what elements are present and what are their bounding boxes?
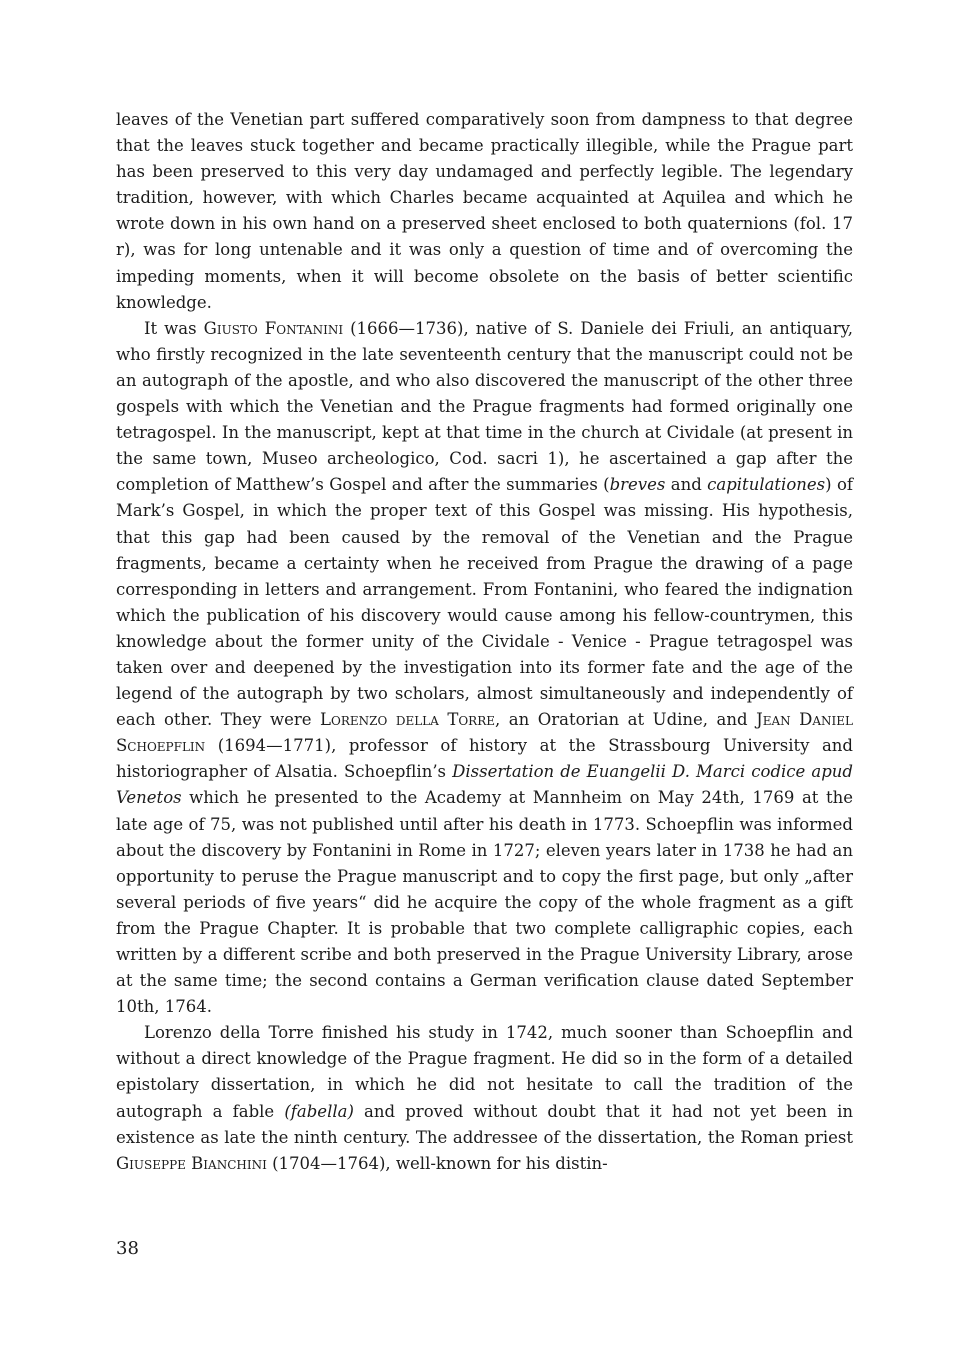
paragraph-1 [116, 107, 853, 316]
work-title-dissertation: Dissertation de Euangelii D. Marci codice apud Venetos [116, 762, 853, 808]
latin-term-fabella: (fabella) [284, 1101, 354, 1121]
text-run: , an Oratorian at Udine, and [495, 710, 757, 730]
text-run: ) of Mark’s Gospel, in which the proper text of this Gospel was missing. His hypothesis, that this gap had been caused by the removal of the Venetian and the Prague fragments, became a certainty when he received from Prague the drawing of a page corresponding in letters and arrangement. From Fontanini, who feared the indignation which the publication of his discovery would cause among his fellow-countrymen, this knowledge about the former unity of the Cividale - Venice - Prague tetragospel was taken over and deepened by the investigation into its former fate and the age of the legend of the autograph by two scholars, almost simultaneously and independently of each other. They were [116, 475, 853, 730]
paragraph-3 [116, 1020, 853, 1177]
text-run: which he presented to the Academy at Mannheim on May 24th, 1769 at the late age of 75, was not published until after his death in 1773. Schoepflin was informed about the discovery by Fontanini in Rome in 1727; eleven years later in 1738 he had an opportunity to peruse the Prague manuscript and to copy the first page, but only „after several periods of five years“ did he acquire the copy of the whole fragment as a gift from the Prague Chapter. It is probable that two complete calligraphic copies, each written by a different scribe and both preserved in the Prague University Library, arose at the same time; the second contains a German verification clause dated September 10th, 1764. [116, 788, 853, 1017]
person-name-fontanini: Giusto Fontanini [203, 318, 344, 338]
text-run: and [665, 475, 708, 495]
text-run: (1666—1736), native of S. Daniele dei Friuli, an antiquary, who firstly recognized in the late seventeenth century that the manuscript could not be an autograph of the apostle, and who also discovered the manuscript of the other three gospels with which the Venetian and the Prague fragments had formed originally one tetragospel. In the manuscript, kept at that time in the church at Cividale (at present in the same town, Museo archeologico, Cod. sacri 1), he ascertained a gap after the completion of Matthew’s Gospel and after the summaries ( [116, 318, 853, 495]
text-run: (1694—1771), professor of history at the Strassbourg University and historiographer of Alsatia. Schoepflin’s [116, 736, 853, 782]
person-name-della-torre: Lorenzo della Torre [320, 710, 495, 730]
page-number: 38 [116, 1238, 139, 1259]
paragraph-1-text: leaves of the Venetian part suffered comparatively soon from dampness to that degree that the leaves stuck together and became practically illegible, while the Prague part has been preserved to this very day undamaged and perfectly legible. The legendary tradition, however, with which Charles became acquainted at Aquilea and which he wrote down in his own hand on a preserved sheet enclosed to both quaternions (fol. 17 r), was for long untenable and it was only a question of time and of overcoming the impeding moments, when it will become obsolete on the basis of better scientific knowledge. [116, 110, 853, 312]
text-run: and proved without doubt that it had not yet been in existence as late the ninth century. The addressee of the dissertation, the Roman priest [116, 1101, 854, 1147]
person-name-bianchini: Giuseppe Bianchini [116, 1153, 267, 1173]
latin-term-breves: breves [609, 475, 666, 495]
paragraph-2 [116, 316, 853, 1021]
text-run: It was [144, 318, 204, 338]
text-run: (1704—1764), well-known for his distin- [266, 1153, 608, 1173]
text-run: Lorenzo della Torre finished his study in 1742, much sooner than Schoepflin and without a direct knowledge of the Prague fragment. He did so in the form of a detailed epistolary dissertation, in which he did not hesitate to call the tradition of the autograph a fable [116, 1023, 853, 1121]
body-text [116, 107, 853, 1177]
latin-term-capitulationes: capitulationes [707, 475, 826, 495]
person-name-schoepflin: Jean Daniel Schoepflin [116, 710, 854, 756]
